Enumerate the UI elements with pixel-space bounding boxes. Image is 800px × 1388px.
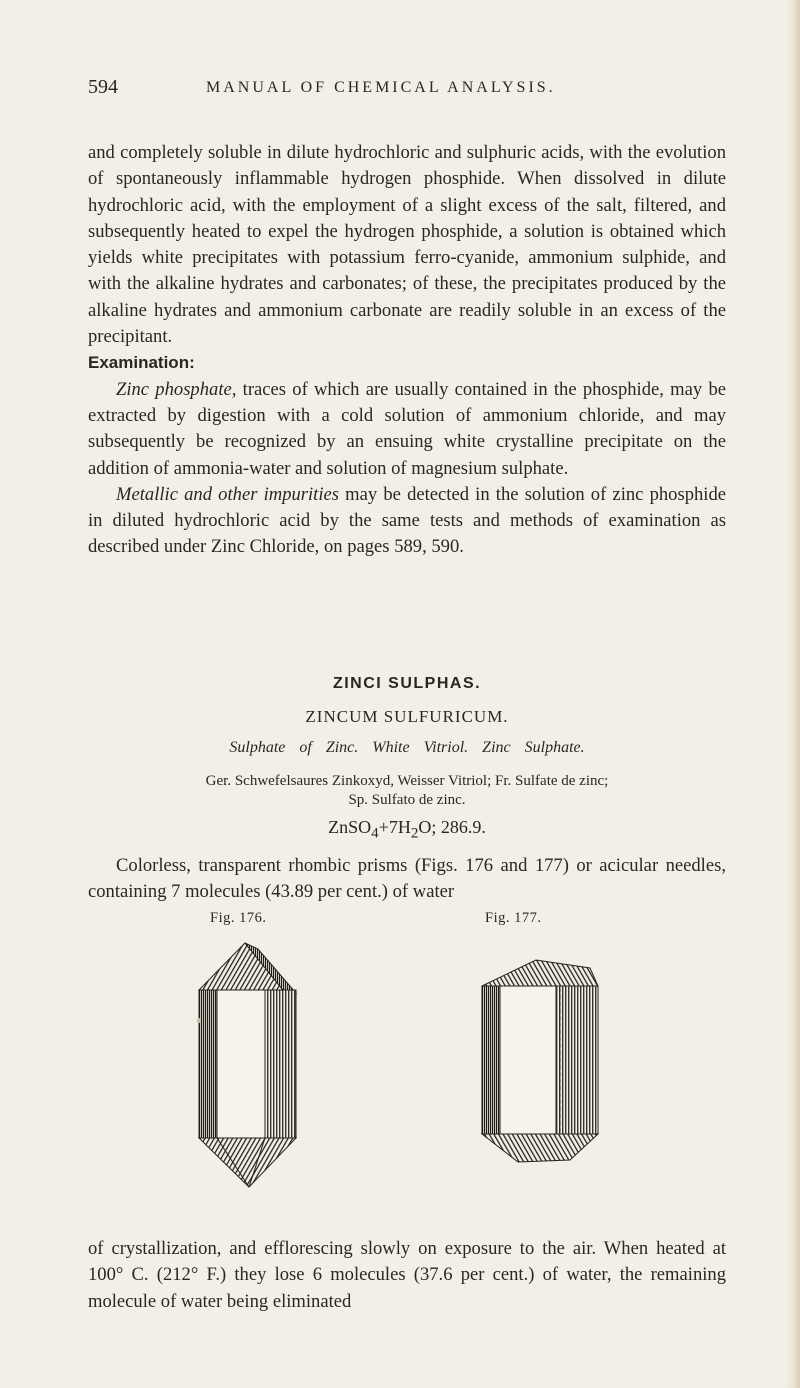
figure-177-label: Fig. 177. (485, 910, 542, 926)
crystal-figure-177 (478, 948, 608, 1188)
zinc-phosphate-text: traces of which are usually contained in the phosphide, may be extracted by digestion with a cold solution of ammonium chloride, and may subsequently be recognized by an ensuing white crystalline precipitate on the addition of ammonia-water and solution of magnesium sulphate. (88, 378, 726, 479)
page-header (88, 76, 728, 106)
paragraph-description: Colorless, transparent rhombic prisms (Figs. 176 and 177) or acicular needles, containing 7 molecules (43.89 per cent.) of water (88, 855, 726, 903)
foreign-names (88, 772, 726, 810)
section-subtitle: ZINCUM SULFURICUM. (305, 707, 509, 726)
synonyms: Sulphate of Zinc. White Vitriol. Zinc Sulphate. (229, 739, 585, 756)
phosphide-text (88, 140, 726, 561)
crystal-figure-176 (183, 935, 313, 1200)
paragraph-metallic-impurities (88, 482, 726, 561)
zinc-phosphate-term: Zinc phosphate, (116, 378, 237, 400)
examination-heading: Examination: (88, 353, 195, 373)
metallic-impurities-term: Metallic and other impurities (116, 483, 340, 505)
section-title: ZINCI SULPHAS. (332, 675, 482, 692)
paragraph-solubility: and completely soluble in dilute hydrochloric and sulphuric acids, with the evolution of spontaneously inflammable hydrogen phosphide. When dissolved in dilute hydrochloric acid, with the employment of a slight excess of the salt, filtered, and subsequently heated to expel the hydrogen phosphide, a solution is obtained which yields white precipitates with potassium ferro-cyanide, ammonium sulphide, and with the alkaline hydrates and carbonates; of these, the precipitates produced by the alkaline hydrates and ammonium carbonate are readily soluble in an excess of the precipitant. (88, 142, 726, 348)
paragraph-crystallization: of crystallization, and efflorescing slowly on exposure to the air. When heated at 100° C. (212° F.) they lose 6 molecules (37.6 per cent.) of water, the remaining molecule of water being eliminated (88, 1238, 726, 1312)
print-speck (197, 1018, 201, 1023)
foreign-names-line-1: Ger. Schwefelsaures Zinkoxyd, Weisser Vitriol; Fr. Sulfate de zinc; (205, 773, 609, 789)
running-head: MANUAL OF CHEMICAL ANALYSIS. (206, 79, 556, 96)
foreign-names-line-2: Sp. Sulfato de zinc. (348, 792, 466, 808)
page-number: 594 (88, 76, 118, 98)
chemical-formula: $ZnSO_4+7H_2O$; 286.9. (328, 817, 486, 842)
figure-176-label: Fig. 176. (210, 910, 267, 926)
page-edge (786, 0, 800, 1388)
paragraph-zinc-phosphate (88, 377, 726, 482)
metallic-impurities-text: may be detected in the solution of zinc phosphide in diluted hydrochloric acid by the same tests and methods of examination as described under Zinc Chloride, on pages 589, 590. (88, 483, 727, 558)
